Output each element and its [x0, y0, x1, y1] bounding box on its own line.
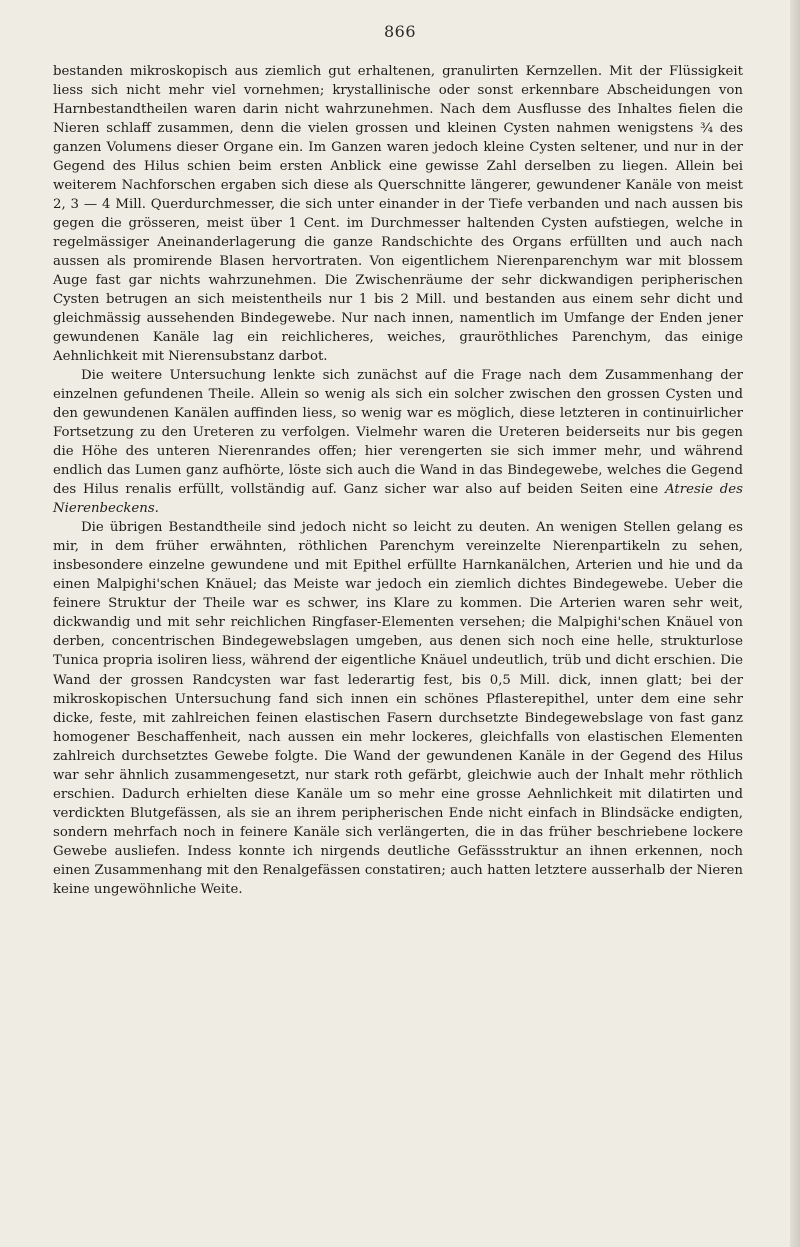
paragraph-2-text: Die weitere Untersuchung lenkte sich zunächst auf die Frage nach dem Zusammenhang der einzelnen gefundenen Theile. Allein so wenig als sich ein solcher zwischen den grossen Cysten und den gewundenen Kanälen auffinden liess, so wenig war es möglich, diese letzteren in continuirlicher Fortsetzung zu den Ureteren zu verfolgen. Vielmehr waren die Ureteren beiderseits nur bis gegen die Höhe des unteren Nierenrandes offen; hier verengerten sie sich immer mehr, und während endlich das Lumen ganz aufhörte, löste sich auch die Wand in das Bindegewebe, welches die Gegend des Hilus renalis erfüllt, vollständig auf. Ganz sicher war also auf beiden Seiten eine	[53, 368, 743, 498]
page-number: 866	[383, 22, 417, 41]
paragraph-2	[53, 366, 743, 518]
paragraph-1	[53, 62, 743, 366]
body-text	[53, 62, 743, 899]
paragraph-3-text: Die übrigen Bestandtheile sind jedoch nicht so leicht zu deuten. An wenigen Stellen gelang es mir, in dem früher erwähnten, röthlichen Parenchym vereinzelte Nierenpartikeln zu sehen, insbesondere einzelne gewundene und mit Epithel erfüllte Harnkanälchen, Arterien und hie und da einen Malpighi'schen Knäuel; das Meiste war jedoch ein ziemlich dichtes Bindegewebe. Ueber die feinere Struktur der Theile war es schwer, ins Klare zu kommen. Die Arterien waren sehr weit, dickwandig und mit sehr reichlichen Ringfaser-Elementen versehen; die Malpighi'schen Knäuel von derben, concentrischen Bindegewebslagen umgeben, aus denen sich noch eine helle, strukturlose Tunica propria isoliren liess, während der eigentliche Knäuel undeutlich, trüb und dicht erschien. Die Wand der grossen Randcysten war fast lederartig fest, bis 0,5 Mill. dick, innen glatt; bei der mikroskopischen Untersuchung fand sich innen ein schönes Pflasterepithel, unter dem eine sehr dicke, feste, mit zahlreichen feinen elastischen Fasern durchsetzte Bindegewebslage von fast ganz homogener Beschaffenheit, nach aussen ein mehr lockeres, gleichfalls von elastischen Elementen zahlreich durchsetztes Gewebe folgte. Die Wand der gewundenen Kanäle in der Gegend des Hilus war sehr ähnlich zusammengesetzt, nur stark roth gefärbt, gleichwie auch der Inhalt mehr röthlich erschien. Dadurch erhielten diese Kanäle um so mehr eine grosse Aehnlichkeit mit dilatirten und verdickten Blutgefässen, als sie an ihrem peripherischen Ende nicht einfach in Blindsäcke endigten, sondern mehrfach noch in feinere Kanäle sich verlängerten, die in das früher beschriebene lockere Gewebe ausliefen. Indess konnte ich nirgends deutliche Gefässstruktur an ihnen erkennen, noch einen Zusammenhang mit den Renalgefässen constatiren; auch hatten letztere ausserhalb der Nieren keine ungewöhnliche Weite.	[53, 520, 743, 897]
page-edge	[790, 0, 800, 1247]
paragraph-2-emphasis: Atresie des Nierenbeckens.	[53, 482, 743, 517]
paragraph-3	[53, 518, 743, 898]
paragraph-1-text: bestanden mikroskopisch aus ziemlich gut erhaltenen, granulirten Kernzellen. Mit der Flüssigkeit liess sich nicht mehr viel vornehmen; krystallinische oder sonst erkennbare Abscheidungen von Harnbestandtheilen waren darin nicht wahrzunehmen. Nach dem Ausflusse des Inhaltes fielen die Nieren schlaff zusammen, denn die vielen grossen und kleinen Cysten nahmen wenigstens ¾ des ganzen Volumens dieser Organe ein. Im Ganzen waren jedoch kleine Cysten seltener, und nur in der Gegend des Hilus schien beim ersten Anblick eine gewisse Zahl derselben zu liegen. Allein bei weiterem Nachforschen ergaben sich diese als Querschnitte längerer, gewundener Kanäle von meist 2, 3 — 4 Mill. Querdurchmesser, die sich unter einander in der Tiefe verbanden und nach aussen bis gegen die grösseren, meist über 1 Cent. im Durchmesser haltenden Cysten aufstiegen, welche in regelmässiger Aneinanderlagerung die ganze Randschichte des Organs erfüllten und auch nach aussen als promirende Blasen hervortraten. Von eigentlichem Nierenparenchym war mit blossem Auge fast gar nichts wahrzunehmen. Die Zwischenräume der sehr dickwandigen peripherischen Cysten betrugen an sich meistentheils nur 1 bis 2 Mill. und bestanden aus einem sehr dicht und gleichmässig aussehenden Bindegewebe. Nur nach innen, namentlich im Umfange der Enden jener gewundenen Kanäle lag ein reichlicheres, weiches, grauröthliches Parenchym, das einige Aehnlichkeit mit Nierensubstanz darbot.	[53, 64, 743, 365]
